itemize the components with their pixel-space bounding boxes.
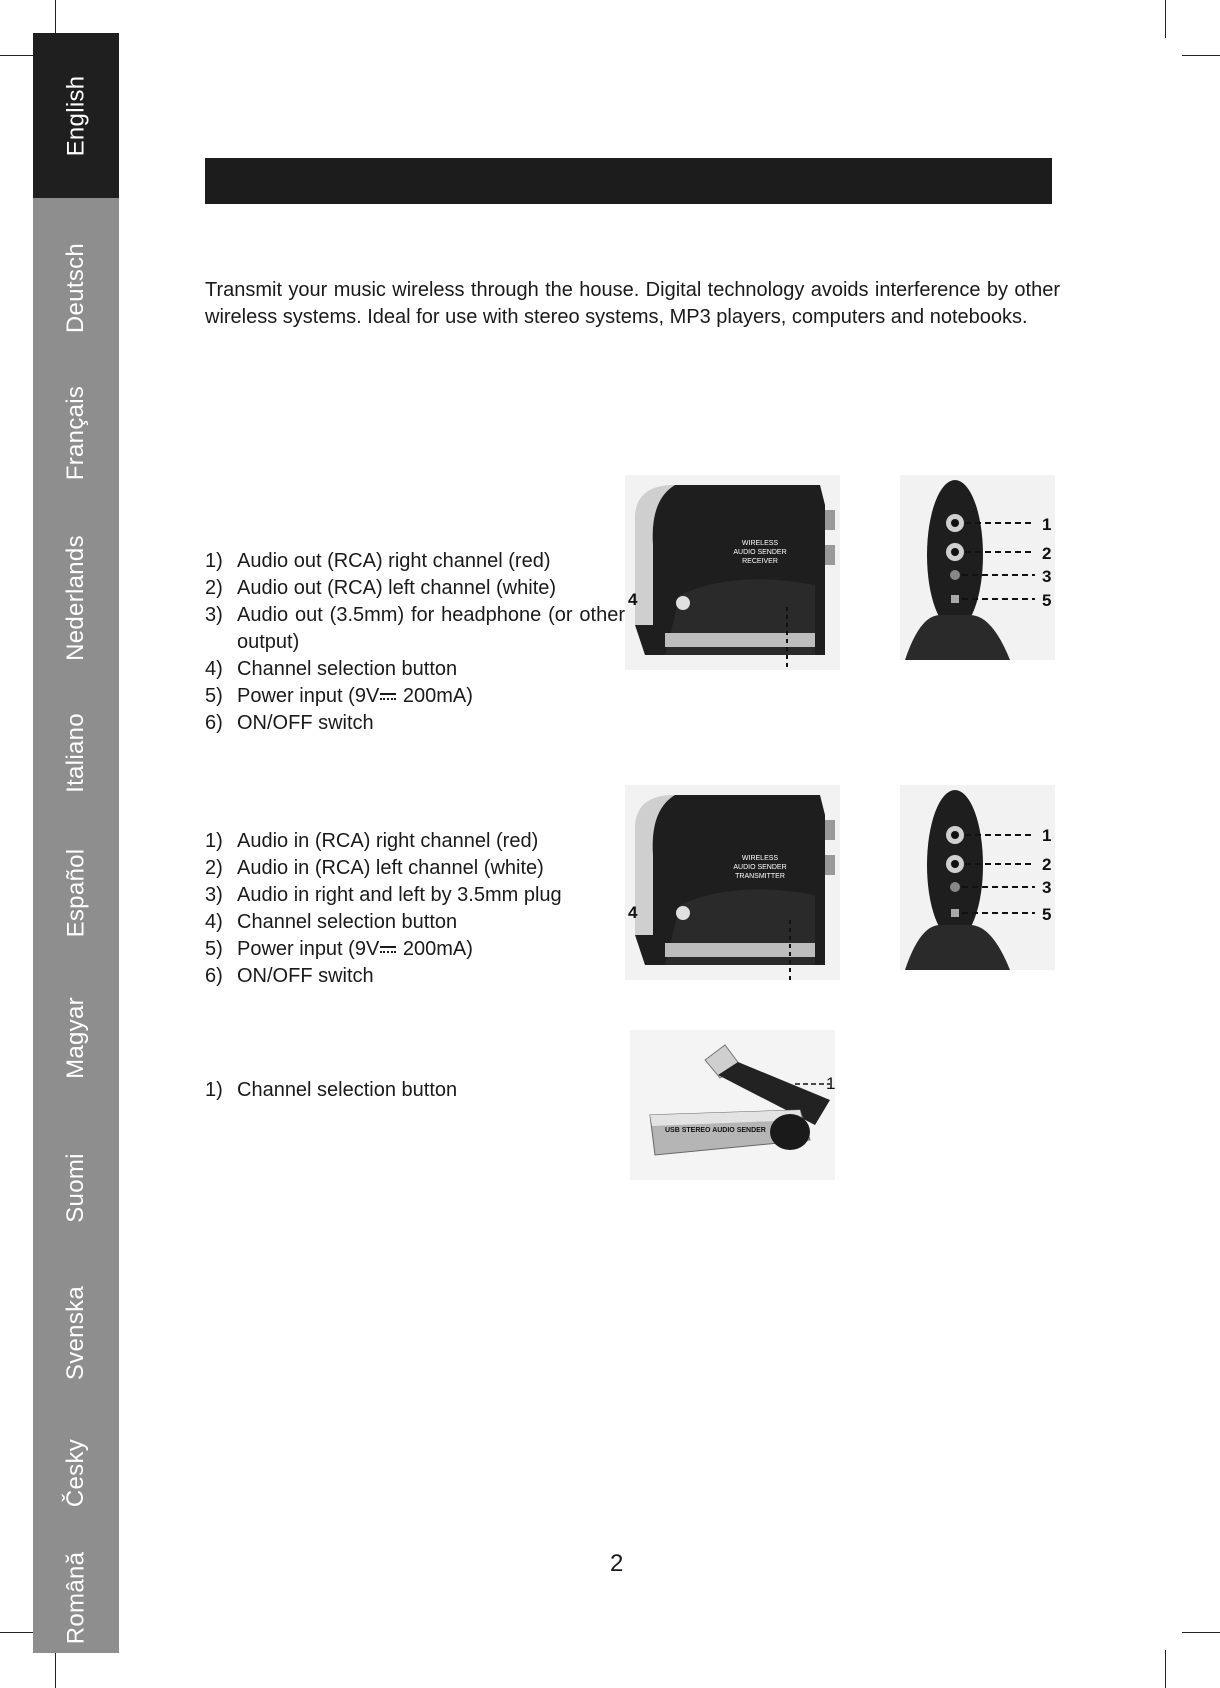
page-number: 2 [610,1550,624,1577]
language-tab-francais[interactable]: Français [62,385,89,481]
list-item: 1) Audio out (RCA) right channel (red) [205,550,551,572]
dc-symbol-icon [380,945,396,955]
usb-sender-image [630,1030,835,1180]
intro-paragraph: Transmit your music wireless through the house. Digital technology avoids interference by other wireless systems. Ideal for use with stereo systems, MP3 players, computers and notebooks. [205,279,1060,328]
svg-text:WIRELESS: WIRELESS [741,855,779,862]
receiver-back-image [900,475,1055,660]
language-tab-espanol[interactable]: Español [62,848,89,938]
list-item: 3) Audio out (3.5mm) for headphone (or other output) [205,604,625,653]
svg-text:RECEIVER: RECEIVER [742,558,778,565]
language-tab-deutsch[interactable]: Deutsch [62,242,89,334]
list-item: 5) Power input (9V 200mA) [205,938,473,960]
svg-text:AUDIO SENDER: AUDIO SENDER [733,549,787,556]
callout-label: 1 [826,1074,836,1093]
callout-label: 3 [1042,567,1052,586]
language-tab-cesky[interactable]: Česky [62,1438,89,1508]
callout-label: 2 [1042,544,1052,563]
list-item: 1) Channel selection button [205,1079,458,1101]
receiver-side-image [625,475,840,670]
language-tab-strip [33,33,119,1653]
list-item: 6) ON/OFF switch [205,712,374,734]
callout-label: 1 [1042,826,1052,845]
crop-mark [55,1650,56,1688]
callout-label: 2 [1042,855,1052,874]
crop-mark [1165,0,1166,38]
dc-symbol-icon [380,692,396,702]
language-tab-nederlands[interactable]: Nederlands [62,535,89,661]
crop-mark [1182,55,1220,56]
callout-label: 3 [1042,878,1052,897]
language-tab-romana[interactable]: Română [62,1551,90,1645]
svg-text:AUDIO SENDER: AUDIO SENDER [733,864,787,871]
transmitter-parts-list [205,828,625,990]
callout-label: 1 [1042,515,1052,534]
list-item: 2) Audio in (RCA) left channel (white) [205,857,544,879]
list-item: 3) Audio in right and left by 3.5mm plug [205,884,562,906]
svg-text:TRANSMITTER: TRANSMITTER [735,873,785,880]
svg-text:USB STEREO AUDIO SENDER: USB STEREO AUDIO SENDER [665,1127,766,1134]
language-tab-suomi[interactable]: Suomi [62,1153,89,1223]
language-tab-english[interactable]: English [33,33,119,198]
transmitter-back-image [900,785,1055,970]
list-item: 4) Channel selection button [205,911,458,933]
section-title-bar [205,158,1052,204]
language-tab-svenska[interactable]: Svenska [62,1285,89,1381]
callout-label: 4 [628,903,638,922]
list-item: 5) Power input (9V 200mA) [205,685,473,707]
list-item: 6) ON/OFF switch [205,965,374,987]
list-item: 1) Audio in (RCA) right channel (red) [205,830,539,852]
callout-label: 5 [1042,591,1052,610]
receiver-parts-list [205,548,625,737]
crop-mark [1165,1650,1166,1688]
language-tab-italiano[interactable]: Italiano [61,713,89,793]
callout-label: 4 [628,590,638,609]
svg-text:WIRELESS: WIRELESS [741,540,779,547]
list-item: 2) Audio out (RCA) left channel (white) [205,577,557,599]
callout-label: 5 [1042,905,1052,924]
list-item: 4) Channel selection button [205,658,458,680]
usb-parts-list [205,1077,625,1104]
crop-mark [1182,1632,1220,1633]
language-tab-magyar[interactable]: Magyar [61,997,89,1079]
transmitter-side-image [625,785,840,980]
